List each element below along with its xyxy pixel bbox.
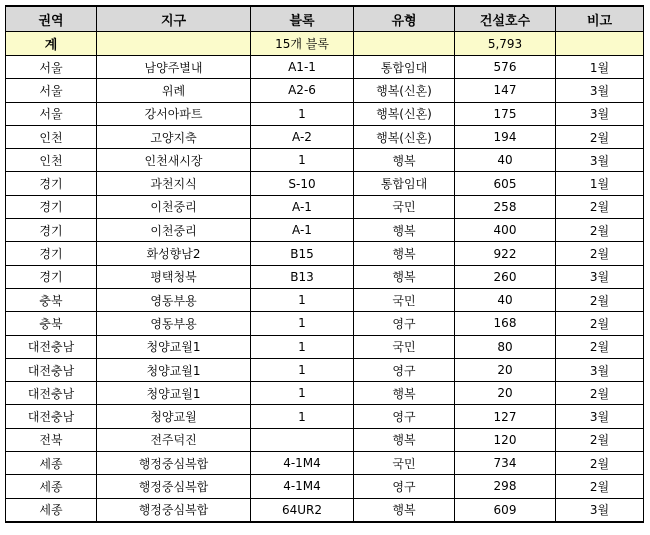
cell-note: 3월 <box>556 498 644 522</box>
cell-region: 경기 <box>6 219 97 242</box>
table-row <box>6 102 644 125</box>
cell-region: 대전충남 <box>6 382 97 405</box>
cell-block: S-10 <box>251 172 354 195</box>
cell-type: 행복(신혼) <box>354 79 455 102</box>
cell-note: 2월 <box>556 288 644 311</box>
cell-region: 대전충남 <box>6 358 97 381</box>
total-block: 15개 블록 <box>251 32 354 56</box>
cell-type: 행복 <box>354 382 455 405</box>
total-district <box>97 32 251 56</box>
cell-type: 행복 <box>354 428 455 451</box>
cell-district: 인천새시장 <box>97 149 251 172</box>
cell-note: 2월 <box>556 125 644 148</box>
table-row <box>6 382 644 405</box>
cell-region: 충북 <box>6 288 97 311</box>
cell-district: 행정중심복합 <box>97 498 251 522</box>
cell-type: 국민 <box>354 288 455 311</box>
cell-block: A-1 <box>251 195 354 218</box>
cell-district: 위례 <box>97 79 251 102</box>
cell-note: 3월 <box>556 79 644 102</box>
table-row <box>6 56 644 79</box>
cell-block: A1-1 <box>251 56 354 79</box>
cell-block: 4-1M4 <box>251 475 354 498</box>
cell-district: 영동부용 <box>97 312 251 335</box>
cell-units: 20 <box>455 382 556 405</box>
header-district: 지구 <box>97 6 251 32</box>
cell-type: 행복 <box>354 219 455 242</box>
cell-units: 922 <box>455 242 556 265</box>
cell-note: 3월 <box>556 102 644 125</box>
cell-note: 3월 <box>556 358 644 381</box>
cell-district: 강서아파트 <box>97 102 251 125</box>
cell-district: 행정중심복합 <box>97 475 251 498</box>
cell-note: 2월 <box>556 428 644 451</box>
cell-note: 2월 <box>556 475 644 498</box>
cell-district: 영동부용 <box>97 288 251 311</box>
cell-district: 청양교월1 <box>97 382 251 405</box>
table-row <box>6 335 644 358</box>
cell-block: 1 <box>251 335 354 358</box>
cell-note: 2월 <box>556 382 644 405</box>
cell-district: 과천지식 <box>97 172 251 195</box>
cell-district: 이천중리 <box>97 195 251 218</box>
cell-type: 국민 <box>354 452 455 475</box>
cell-type: 통합임대 <box>354 172 455 195</box>
cell-district: 이천중리 <box>97 219 251 242</box>
header-note: 비고 <box>556 6 644 32</box>
cell-units: 576 <box>455 56 556 79</box>
cell-district: 남양주별내 <box>97 56 251 79</box>
table-row <box>6 195 644 218</box>
cell-units: 609 <box>455 498 556 522</box>
table-row <box>6 475 644 498</box>
total-label: 계 <box>6 32 97 56</box>
cell-units: 168 <box>455 312 556 335</box>
cell-units: 175 <box>455 102 556 125</box>
cell-district: 고양지축 <box>97 125 251 148</box>
cell-block: 1 <box>251 358 354 381</box>
cell-note: 3월 <box>556 405 644 428</box>
cell-type: 행복(신혼) <box>354 102 455 125</box>
cell-type: 행복 <box>354 265 455 288</box>
cell-units: 40 <box>455 288 556 311</box>
cell-district: 청양교월1 <box>97 335 251 358</box>
cell-type: 행복 <box>354 149 455 172</box>
cell-region: 인천 <box>6 149 97 172</box>
total-row <box>6 32 644 56</box>
cell-region: 경기 <box>6 265 97 288</box>
cell-block: 1 <box>251 149 354 172</box>
cell-block: A-2 <box>251 125 354 148</box>
cell-units: 20 <box>455 358 556 381</box>
cell-region: 인천 <box>6 125 97 148</box>
cell-note: 2월 <box>556 195 644 218</box>
table-row <box>6 428 644 451</box>
cell-type: 행복 <box>354 498 455 522</box>
table-row <box>6 242 644 265</box>
cell-district: 평택청북 <box>97 265 251 288</box>
table-row <box>6 219 644 242</box>
table-row <box>6 498 644 522</box>
cell-region: 대전충남 <box>6 405 97 428</box>
cell-block: B15 <box>251 242 354 265</box>
cell-units: 147 <box>455 79 556 102</box>
cell-region: 경기 <box>6 172 97 195</box>
cell-region: 서울 <box>6 102 97 125</box>
cell-type: 영구 <box>354 475 455 498</box>
cell-block: 1 <box>251 382 354 405</box>
cell-district: 화성향남2 <box>97 242 251 265</box>
construction-table-container <box>5 5 643 523</box>
cell-note: 3월 <box>556 149 644 172</box>
table-row <box>6 288 644 311</box>
cell-note: 2월 <box>556 219 644 242</box>
cell-region: 서울 <box>6 79 97 102</box>
cell-block: A2-6 <box>251 79 354 102</box>
construction-table <box>5 5 644 523</box>
cell-block: B13 <box>251 265 354 288</box>
cell-region: 전북 <box>6 428 97 451</box>
cell-note: 2월 <box>556 312 644 335</box>
cell-note: 2월 <box>556 452 644 475</box>
table-row <box>6 79 644 102</box>
cell-units: 258 <box>455 195 556 218</box>
cell-note: 3월 <box>556 265 644 288</box>
cell-units: 298 <box>455 475 556 498</box>
table-row <box>6 149 644 172</box>
cell-units: 80 <box>455 335 556 358</box>
cell-district: 청양교월1 <box>97 358 251 381</box>
cell-units: 734 <box>455 452 556 475</box>
cell-region: 세종 <box>6 452 97 475</box>
cell-region: 충북 <box>6 312 97 335</box>
header-row <box>6 6 644 32</box>
cell-block: 64UR2 <box>251 498 354 522</box>
cell-units: 605 <box>455 172 556 195</box>
cell-block: 4-1M4 <box>251 452 354 475</box>
table-row <box>6 358 644 381</box>
cell-units: 400 <box>455 219 556 242</box>
cell-type: 국민 <box>354 195 455 218</box>
cell-block: A-1 <box>251 219 354 242</box>
cell-type: 통합임대 <box>354 56 455 79</box>
table-row <box>6 312 644 335</box>
cell-block: 1 <box>251 405 354 428</box>
cell-district: 전주덕진 <box>97 428 251 451</box>
header-units: 건설호수 <box>455 6 556 32</box>
cell-note: 1월 <box>556 56 644 79</box>
cell-units: 120 <box>455 428 556 451</box>
cell-region: 경기 <box>6 195 97 218</box>
cell-note: 1월 <box>556 172 644 195</box>
cell-units: 40 <box>455 149 556 172</box>
cell-block: 1 <box>251 102 354 125</box>
cell-region: 서울 <box>6 56 97 79</box>
header-block: 블록 <box>251 6 354 32</box>
cell-region: 경기 <box>6 242 97 265</box>
total-note <box>556 32 644 56</box>
cell-block: 1 <box>251 312 354 335</box>
cell-type: 국민 <box>354 335 455 358</box>
total-type <box>354 32 455 56</box>
table-row <box>6 172 644 195</box>
cell-region: 대전충남 <box>6 335 97 358</box>
cell-units: 127 <box>455 405 556 428</box>
cell-block <box>251 428 354 451</box>
table-row <box>6 405 644 428</box>
cell-type: 영구 <box>354 312 455 335</box>
cell-block: 1 <box>251 288 354 311</box>
cell-type: 영구 <box>354 405 455 428</box>
cell-district: 청양교월 <box>97 405 251 428</box>
header-region: 권역 <box>6 6 97 32</box>
table-body <box>6 32 644 522</box>
cell-note: 2월 <box>556 242 644 265</box>
cell-type: 행복(신혼) <box>354 125 455 148</box>
cell-units: 194 <box>455 125 556 148</box>
header-type: 유형 <box>354 6 455 32</box>
table-row <box>6 125 644 148</box>
cell-region: 세종 <box>6 498 97 522</box>
cell-type: 행복 <box>354 242 455 265</box>
cell-type: 영구 <box>354 358 455 381</box>
cell-region: 세종 <box>6 475 97 498</box>
cell-units: 260 <box>455 265 556 288</box>
cell-district: 행정중심복합 <box>97 452 251 475</box>
table-header <box>6 6 644 32</box>
cell-note: 2월 <box>556 335 644 358</box>
table-row <box>6 452 644 475</box>
total-units: 5,793 <box>455 32 556 56</box>
table-row <box>6 265 644 288</box>
